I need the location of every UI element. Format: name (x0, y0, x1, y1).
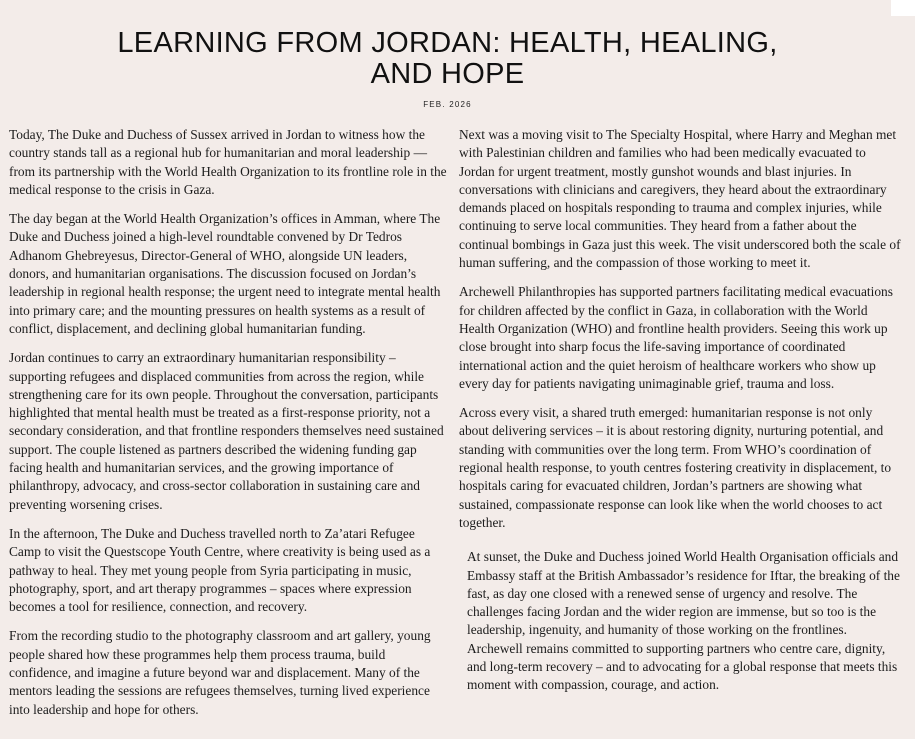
paragraph: Today, The Duke and Duchess of Sussex arrived in Jordan to witness how the country stands tall as a regional hub for humanitarian and moral leadership — from its partnership with the World Health Organization to its frontline role in the medical response to the crisis in Gaza. (9, 127, 447, 197)
article-title (0, 28, 895, 90)
right-column (459, 126, 903, 706)
paragraph: From the recording studio to the photography classroom and art gallery, young people shared how these programmes help them process trauma, build confidence, and imagine a future beyond war and displacement. Many of the mentors leading the sessions are refugees themselves, turning lived experience into leadership and hope for others. (9, 628, 431, 717)
paragraph: Next was a moving visit to The Specialty Hospital, where Harry and Meghan met with Palestinian children and families who had been medically evacuated to Jordan for urgent treatment, mostly gunshot wounds and blast injuries. In conversations with clinicians and caregivers, they heard about the extraordinary demands placed on hospitals responding to trauma and complex injuries, while continuing to serve local communities. They heard from a father about the continual bombings in Gaza just this week. The visit underscored both the scale of human suffering, and the compassion of those working to meet it. (459, 127, 901, 271)
article-date: FEB. 2026 (423, 100, 472, 109)
paragraph: Archewell Philanthropies has supported partners facilitating medical evacuations for children affected by the conflict in Gaza, in collaboration with the World Health Organization (WHO) and frontline health providers. Seeing this work up close brought into sharp focus the life-saving importance of coordinated international action and the quiet heroism of healthcare workers who show up every day for patients navigating unimaginable grief, trauma and loss. (459, 284, 893, 391)
left-column (9, 126, 449, 730)
paragraph: Across every visit, a shared truth emerged: humanitarian response is not only about delivering services – it is about restoring dignity, nurturing potential, and standing with communities over the long term. From WHO’s coordination of regional health response, to youth centres fostering creativity in displacement, to hospitals caring for evacuated children, Jordan’s partners are showing what sustained, compassionate response can look like when the world chooses to act together. (459, 405, 892, 530)
title-line-2: AND HOPE (370, 58, 525, 90)
paragraph: In the afternoon, The Duke and Duchess travelled north to Za’atari Refugee Camp to visit the Questscope Youth Centre, where creativity is being used as a pathway to heal. They met young people from Syria participating in music, photography, sport, and art therapy programmes – spaces where expression becomes a tool for resilience, connection, and recovery. (9, 525, 431, 615)
paragraph: The day began at the World Health Organization’s offices in Amman, where The Duke and Duchess joined a high-level roundtable convened by Dr Tedros Adhanom Ghebreyesus, Director-General of WHO, alongside UN leaders, donors, and humanitarian organisations. The discussion focused on Jordan’s leadership in regional health response; the urgent need to integrate mental health into primary care; and the mounting pressures on health systems as a result of conflict, displacement, and declining global humanitarian funding. (9, 211, 441, 336)
paragraph: Jordan continues to carry an extraordinary humanitarian responsibility – supporting refugees and displaced communities from across the region, while strengthening care for its own people. Throughout the conversation, participants highlighted that mental health must be treated as a first-response priority, not a secondary consideration, and that frontline responders themselves need sustained support. The couple listened as partners described the widening funding gap facing health and humanitarian services, and the growing importance of philanthropy, advocacy, and cross-sector collaboration in sustaining care and preventing worsening crises. (9, 350, 444, 512)
corner-box (891, 0, 915, 16)
title-line-1: LEARNING FROM JORDAN: HEALTH, HEALING, (117, 27, 778, 59)
paragraph: At sunset, the Duke and Duchess joined World Health Organisation officials and Embassy staff at the British Ambassador’s residence for Iftar, the breaking of the fast, as day one closed with a renewed sense of urgency and resolve. The challenges facing Jordan and the wider region are immense, but so too is the leadership, ingenuity, and humanity of those working on the frontlines. Archewell remains committed to supporting partners who centre care, dignity, and long-term recovery – and to advocating for a global response that meets this moment with compassion, courage, and action. (467, 549, 900, 693)
